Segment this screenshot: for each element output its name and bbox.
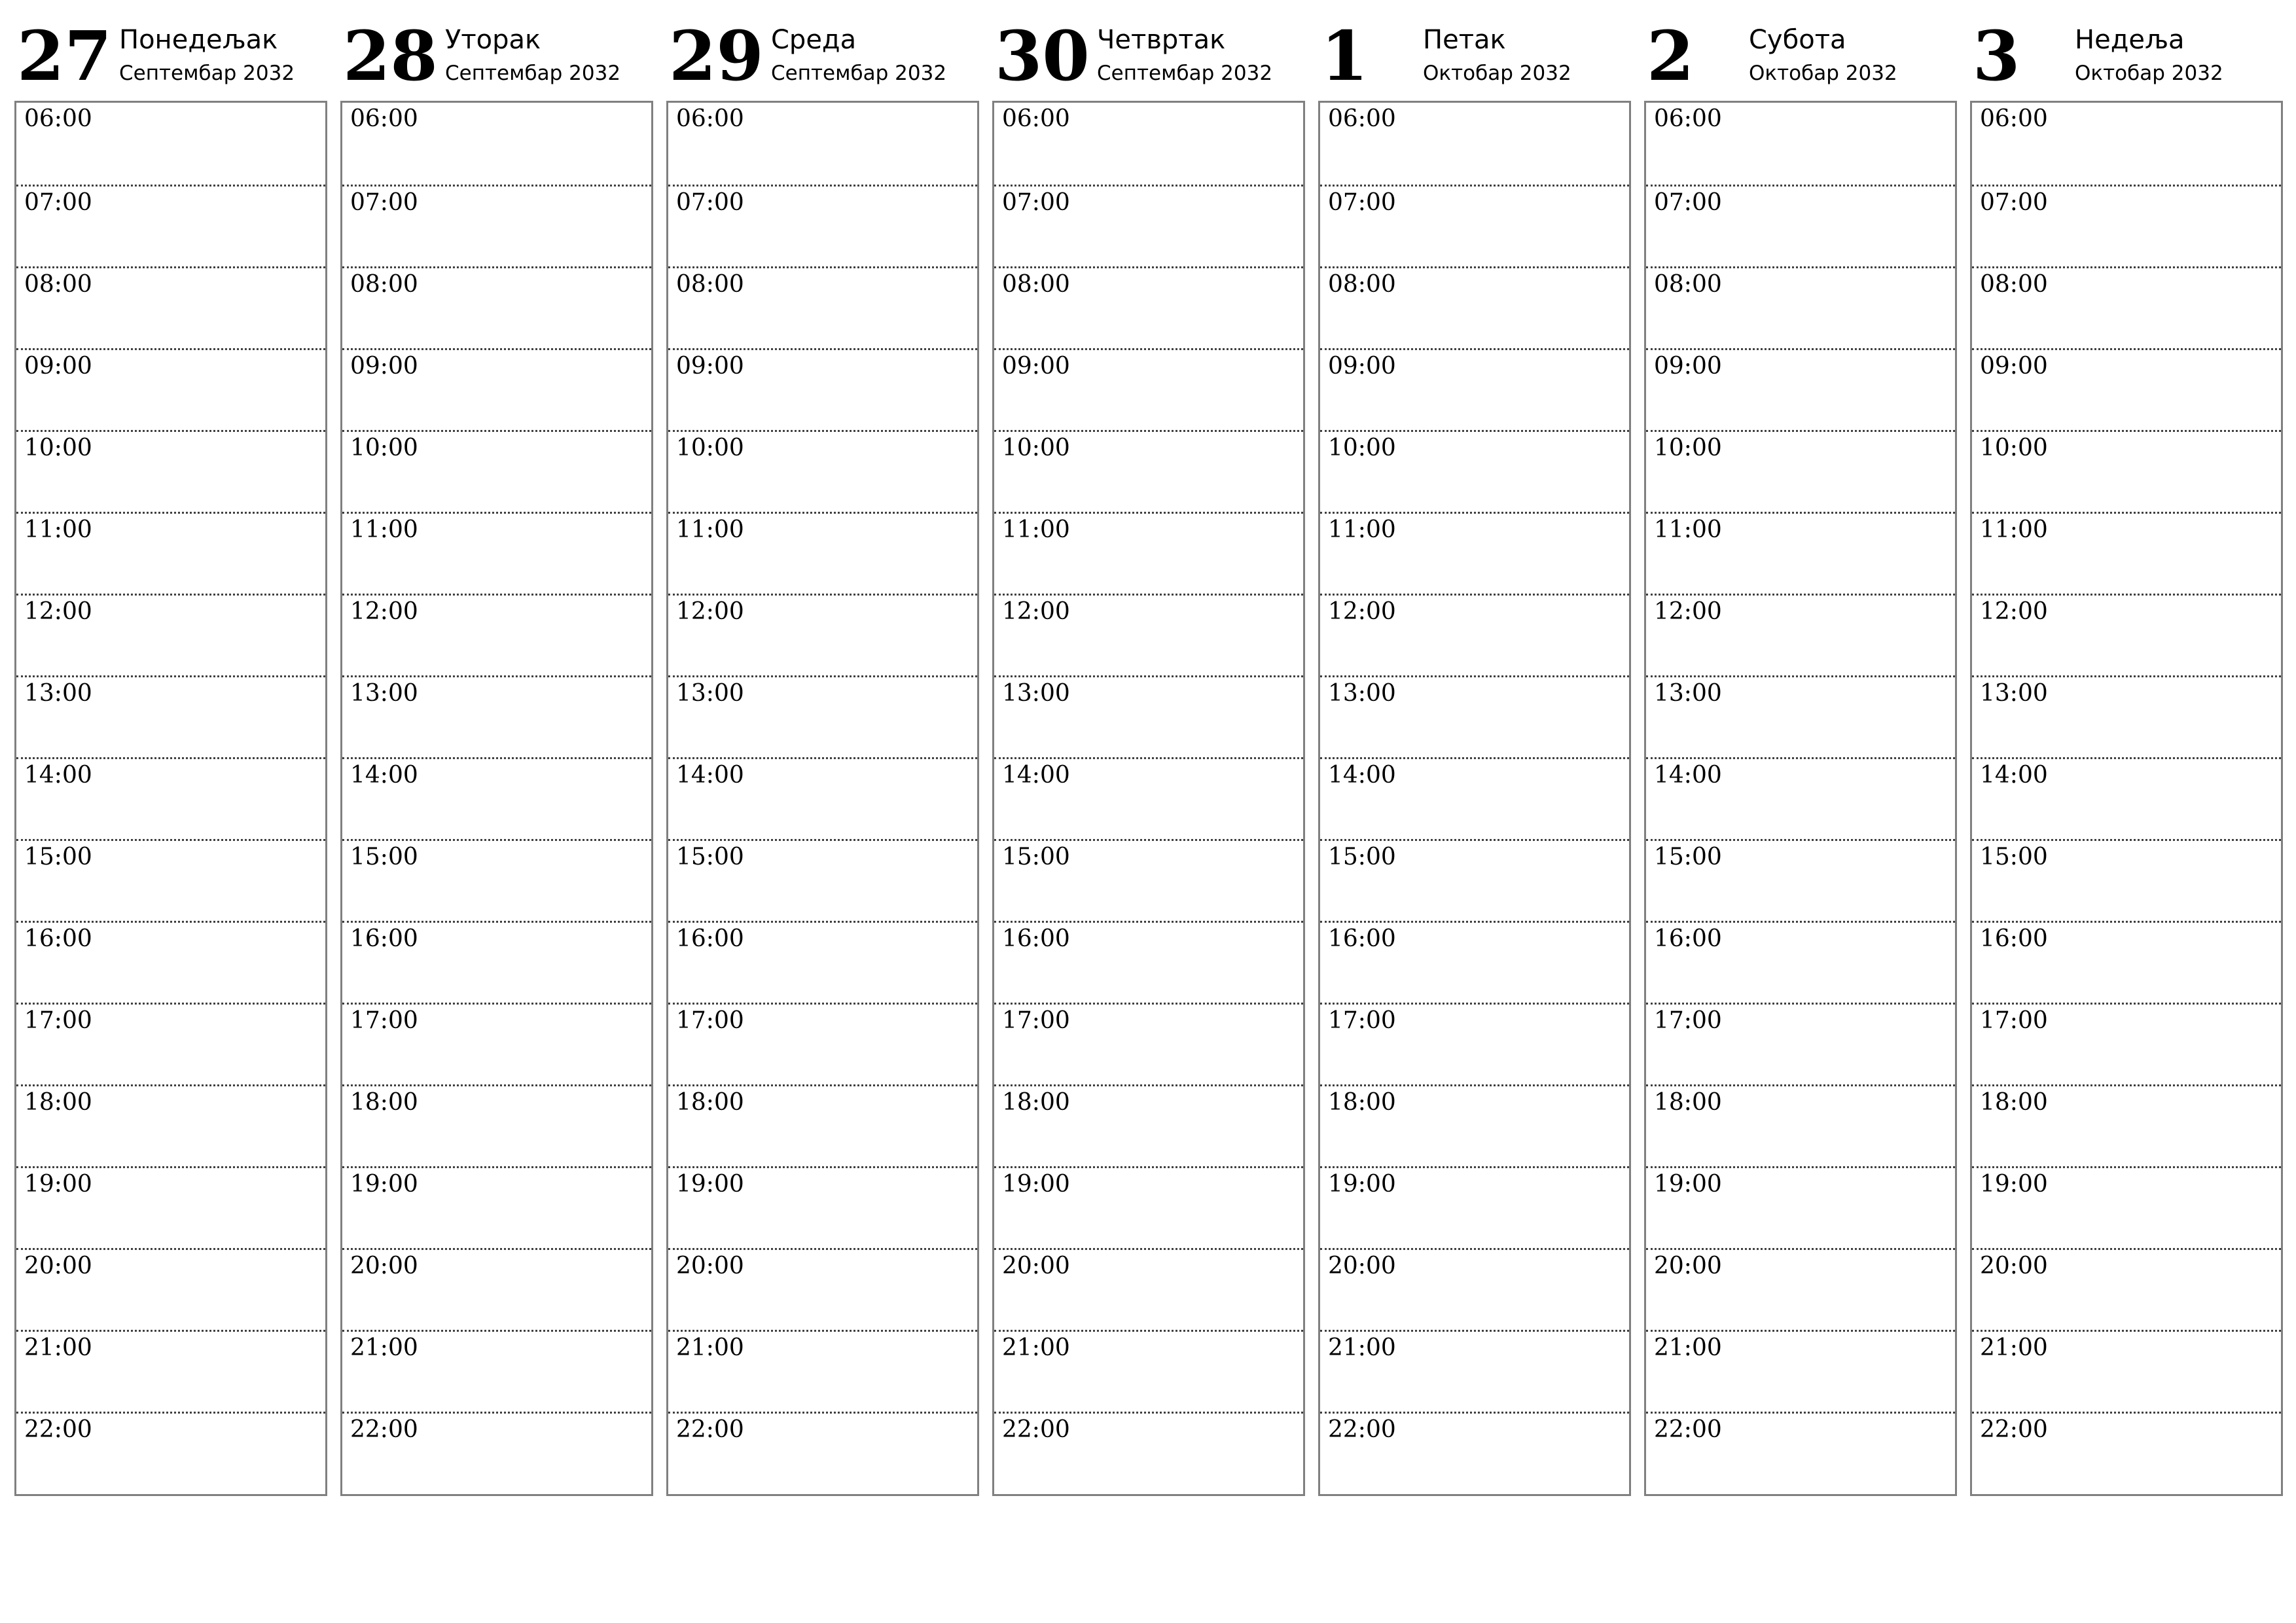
hour-label: 10:00 (350, 435, 418, 461)
hour-slot[interactable] (668, 1084, 977, 1168)
hour-label: 14:00 (1980, 762, 2048, 789)
weekday-name: Уторак (445, 25, 541, 55)
hour-slot[interactable] (994, 921, 1303, 1005)
hour-slot[interactable] (342, 103, 651, 185)
day-number: 1 (1321, 16, 1369, 96)
hour-label: 20:00 (676, 1253, 744, 1279)
hour-label: 21:00 (350, 1334, 418, 1361)
hour-label: 09:00 (24, 353, 92, 380)
hour-label: 07:00 (1002, 189, 1070, 216)
hour-slot[interactable] (994, 430, 1303, 514)
hour-label: 07:00 (676, 189, 744, 216)
hour-label: 20:00 (1654, 1253, 1722, 1279)
hour-label: 19:00 (1654, 1171, 1722, 1198)
hour-label: 10:00 (1328, 435, 1396, 461)
hour-slot[interactable] (1972, 430, 2281, 514)
hour-slot[interactable] (994, 1084, 1303, 1168)
hour-label: 19:00 (24, 1171, 92, 1198)
hour-label: 08:00 (676, 271, 744, 298)
hour-slot[interactable] (994, 103, 1303, 185)
month-year-label: Октобар 2032 (1749, 62, 1897, 85)
hour-slot[interactable] (668, 103, 977, 185)
day-header (14, 0, 327, 98)
hour-label: 11:00 (1654, 516, 1722, 543)
hour-label: 19:00 (350, 1171, 418, 1198)
hour-slot[interactable] (1972, 757, 2281, 841)
hour-label: 21:00 (676, 1334, 744, 1361)
hour-label: 18:00 (676, 1089, 744, 1116)
hour-label: 22:00 (676, 1416, 744, 1443)
day-schedule-box (14, 101, 327, 1496)
hour-label: 06:00 (1002, 105, 1070, 132)
hour-slot[interactable] (16, 430, 325, 514)
hour-label: 11:00 (676, 516, 744, 543)
hour-label: 15:00 (350, 844, 418, 870)
hour-slot[interactable] (16, 1084, 325, 1168)
hour-label: 20:00 (1328, 1253, 1396, 1279)
hour-slot[interactable] (668, 430, 977, 514)
hour-slot[interactable] (994, 675, 1303, 759)
hour-slot[interactable] (1972, 1248, 2281, 1332)
hour-label: 12:00 (1328, 598, 1396, 625)
hour-label: 14:00 (676, 762, 744, 789)
hour-slot[interactable] (1320, 594, 1629, 677)
hour-label: 06:00 (1654, 105, 1722, 132)
hour-slot[interactable] (668, 1003, 977, 1086)
hour-slot[interactable] (668, 185, 977, 268)
hour-slot[interactable] (994, 1166, 1303, 1250)
hour-label: 08:00 (1980, 271, 2048, 298)
hour-label: 19:00 (1980, 1171, 2048, 1198)
hour-slot[interactable] (1972, 103, 2281, 185)
hour-label: 20:00 (1002, 1253, 1070, 1279)
hour-slot[interactable] (1320, 675, 1629, 759)
hour-slot[interactable] (1646, 921, 1955, 1005)
hour-slot[interactable] (342, 1166, 651, 1250)
hour-label: 09:00 (350, 353, 418, 380)
day-number: 29 (669, 16, 764, 96)
hour-label: 06:00 (676, 105, 744, 132)
hour-slot[interactable] (342, 921, 651, 1005)
hour-label: 09:00 (1328, 353, 1396, 380)
hour-label: 21:00 (1654, 1334, 1722, 1361)
hour-label: 09:00 (1654, 353, 1722, 380)
hour-slot[interactable] (16, 185, 325, 268)
hour-slot[interactable] (668, 1412, 977, 1495)
hour-slot[interactable] (668, 757, 977, 841)
hour-slot[interactable] (16, 1412, 325, 1495)
month-year-label: Септембар 2032 (771, 62, 947, 85)
hour-label: 18:00 (1654, 1089, 1722, 1116)
hour-slot[interactable] (994, 266, 1303, 350)
hour-label: 20:00 (24, 1253, 92, 1279)
hour-slot[interactable] (1972, 675, 2281, 759)
hour-slot[interactable] (1320, 512, 1629, 596)
day-schedule-box (1644, 101, 1957, 1496)
hour-label: 11:00 (24, 516, 92, 543)
hour-label: 07:00 (1654, 189, 1722, 216)
hour-label: 15:00 (1328, 844, 1396, 870)
hour-slot[interactable] (1646, 757, 1955, 841)
hour-label: 10:00 (1654, 435, 1722, 461)
hour-label: 10:00 (1002, 435, 1070, 461)
day-schedule-box (992, 101, 1305, 1496)
hour-slot[interactable] (994, 512, 1303, 596)
hour-label: 17:00 (24, 1007, 92, 1034)
hour-slot[interactable] (1320, 1003, 1629, 1086)
hour-label: 18:00 (24, 1089, 92, 1116)
day-column (340, 0, 653, 1623)
hour-slot[interactable] (668, 1330, 977, 1414)
hour-label: 10:00 (676, 435, 744, 461)
hour-slot[interactable] (1972, 512, 2281, 596)
hour-label: 17:00 (1980, 1007, 2048, 1034)
day-header (1970, 0, 2283, 98)
hour-slot[interactable] (16, 594, 325, 677)
hour-slot[interactable] (1972, 839, 2281, 923)
hour-label: 16:00 (1328, 925, 1396, 952)
hour-slot[interactable] (1646, 512, 1955, 596)
hour-label: 10:00 (24, 435, 92, 461)
hour-slot[interactable] (1972, 185, 2281, 268)
hour-label: 19:00 (1002, 1171, 1070, 1198)
hour-slot[interactable] (16, 757, 325, 841)
hour-label: 12:00 (676, 598, 744, 625)
day-column (992, 0, 1305, 1623)
hour-slot[interactable] (668, 839, 977, 923)
hour-slot[interactable] (16, 348, 325, 432)
hour-slot[interactable] (16, 1166, 325, 1250)
month-year-label: Септембар 2032 (119, 62, 295, 85)
hour-label: 14:00 (1002, 762, 1070, 789)
hour-label: 12:00 (1654, 598, 1722, 625)
hour-slot[interactable] (668, 512, 977, 596)
hour-label: 13:00 (1002, 680, 1070, 707)
day-column (1318, 0, 1631, 1623)
hour-slot[interactable] (668, 921, 977, 1005)
hour-label: 21:00 (1002, 1334, 1070, 1361)
hour-slot[interactable] (1972, 1003, 2281, 1086)
hour-label: 17:00 (1654, 1007, 1722, 1034)
day-header (340, 0, 653, 98)
hour-slot[interactable] (1646, 348, 1955, 432)
hour-slot[interactable] (1320, 348, 1629, 432)
hour-slot[interactable] (1646, 185, 1955, 268)
hour-slot[interactable] (1320, 185, 1629, 268)
day-header (1318, 0, 1631, 98)
hour-label: 17:00 (1328, 1007, 1396, 1034)
hour-label: 12:00 (350, 598, 418, 625)
hour-label: 10:00 (1980, 435, 2048, 461)
hour-label: 07:00 (350, 189, 418, 216)
day-number: 27 (17, 16, 112, 96)
hour-slot[interactable] (1320, 1330, 1629, 1414)
hour-slot[interactable] (1320, 266, 1629, 350)
hour-slot[interactable] (1646, 266, 1955, 350)
hour-label: 15:00 (24, 844, 92, 870)
day-header (992, 0, 1305, 98)
hour-label: 09:00 (676, 353, 744, 380)
hour-label: 20:00 (350, 1253, 418, 1279)
weekday-name: Недеља (2075, 25, 2185, 55)
hour-label: 13:00 (350, 680, 418, 707)
hour-label: 14:00 (1328, 762, 1396, 789)
hour-slot[interactable] (342, 1084, 651, 1168)
day-number: 28 (343, 16, 438, 96)
day-number: 30 (995, 16, 1090, 96)
day-schedule-box (1970, 101, 2283, 1496)
hour-label: 19:00 (1328, 1171, 1396, 1198)
hour-label: 11:00 (1980, 516, 2048, 543)
hour-slot[interactable] (16, 921, 325, 1005)
hour-slot[interactable] (342, 594, 651, 677)
hour-label: 22:00 (350, 1416, 418, 1443)
hour-slot[interactable] (994, 1248, 1303, 1332)
hour-label: 08:00 (1002, 271, 1070, 298)
hour-slot[interactable] (1320, 430, 1629, 514)
hour-label: 15:00 (676, 844, 744, 870)
hour-slot[interactable] (1320, 1412, 1629, 1495)
hour-slot[interactable] (342, 1412, 651, 1495)
hour-label: 12:00 (24, 598, 92, 625)
hour-slot[interactable] (1320, 1084, 1629, 1168)
hour-slot[interactable] (342, 185, 651, 268)
hour-label: 22:00 (1654, 1416, 1722, 1443)
hour-label: 15:00 (1980, 844, 2048, 870)
month-year-label: Септембар 2032 (1097, 62, 1273, 85)
hour-slot[interactable] (342, 757, 651, 841)
hour-slot[interactable] (1646, 1003, 1955, 1086)
hour-label: 21:00 (24, 1334, 92, 1361)
hour-slot[interactable] (1320, 1248, 1629, 1332)
hour-label: 14:00 (1654, 762, 1722, 789)
hour-slot[interactable] (16, 675, 325, 759)
day-number: 2 (1647, 16, 1695, 96)
hour-slot[interactable] (342, 675, 651, 759)
hour-label: 06:00 (1328, 105, 1396, 132)
hour-label: 18:00 (1328, 1089, 1396, 1116)
hour-slot[interactable] (1320, 839, 1629, 923)
hour-slot[interactable] (1972, 348, 2281, 432)
hour-label: 22:00 (24, 1416, 92, 1443)
hour-label: 21:00 (1328, 1334, 1396, 1361)
hour-slot[interactable] (1972, 1412, 2281, 1495)
day-column (1644, 0, 1957, 1623)
hour-slot[interactable] (1972, 921, 2281, 1005)
hour-slot[interactable] (668, 266, 977, 350)
hour-slot[interactable] (1972, 594, 2281, 677)
hour-slot[interactable] (1646, 1330, 1955, 1414)
day-column (666, 0, 979, 1623)
hour-slot[interactable] (1646, 430, 1955, 514)
hour-slot[interactable] (1646, 675, 1955, 759)
hour-slot[interactable] (16, 839, 325, 923)
hour-label: 07:00 (1328, 189, 1396, 216)
hour-slot[interactable] (668, 1166, 977, 1250)
day-header (1644, 0, 1957, 98)
hour-slot[interactable] (994, 839, 1303, 923)
hour-slot[interactable] (16, 266, 325, 350)
hour-label: 13:00 (24, 680, 92, 707)
weekday-name: Субота (1749, 25, 1846, 55)
hour-slot[interactable] (1646, 1166, 1955, 1250)
hour-label: 12:00 (1980, 598, 2048, 625)
hour-label: 13:00 (1980, 680, 2048, 707)
hour-label: 18:00 (350, 1089, 418, 1116)
hour-slot[interactable] (342, 839, 651, 923)
weekday-name: Четвртак (1097, 25, 1226, 55)
hour-label: 16:00 (1980, 925, 2048, 952)
hour-slot[interactable] (342, 266, 651, 350)
hour-slot[interactable] (994, 348, 1303, 432)
hour-slot[interactable] (342, 348, 651, 432)
hour-slot[interactable] (1646, 1084, 1955, 1168)
hour-label: 22:00 (1002, 1416, 1070, 1443)
hour-slot[interactable] (342, 512, 651, 596)
hour-label: 13:00 (676, 680, 744, 707)
hour-slot[interactable] (994, 1003, 1303, 1086)
day-column (1970, 0, 2283, 1623)
hour-slot[interactable] (994, 1330, 1303, 1414)
day-schedule-box (666, 101, 979, 1496)
hour-slot[interactable] (668, 594, 977, 677)
hour-label: 16:00 (24, 925, 92, 952)
hour-slot[interactable] (1646, 594, 1955, 677)
hour-label: 08:00 (24, 271, 92, 298)
hour-label: 13:00 (1328, 680, 1396, 707)
hour-slot[interactable] (1972, 1166, 2281, 1250)
hour-slot[interactable] (668, 348, 977, 432)
hour-label: 16:00 (676, 925, 744, 952)
hour-slot[interactable] (16, 103, 325, 185)
hour-label: 17:00 (350, 1007, 418, 1034)
hour-label: 06:00 (350, 105, 418, 132)
hour-slot[interactable] (16, 1248, 325, 1332)
hour-slot[interactable] (994, 757, 1303, 841)
hour-label: 09:00 (1980, 353, 2048, 380)
month-year-label: Октобар 2032 (2075, 62, 2223, 85)
hour-label: 15:00 (1002, 844, 1070, 870)
day-number: 3 (1973, 16, 2020, 96)
hour-label: 16:00 (1654, 925, 1722, 952)
hour-label: 09:00 (1002, 353, 1070, 380)
hour-label: 14:00 (350, 762, 418, 789)
hour-label: 18:00 (1002, 1089, 1070, 1116)
hour-slot[interactable] (1320, 757, 1629, 841)
hour-slot[interactable] (1320, 1166, 1629, 1250)
hour-slot[interactable] (1320, 103, 1629, 185)
hour-label: 13:00 (1654, 680, 1722, 707)
hour-label: 07:00 (24, 189, 92, 216)
hour-slot[interactable] (1646, 1412, 1955, 1495)
hour-slot[interactable] (16, 1330, 325, 1414)
day-column (14, 0, 327, 1623)
hour-slot[interactable] (16, 512, 325, 596)
hour-label: 19:00 (676, 1171, 744, 1198)
month-year-label: Октобар 2032 (1423, 62, 1571, 85)
hour-slot[interactable] (342, 1330, 651, 1414)
hour-label: 16:00 (1002, 925, 1070, 952)
hour-slot[interactable] (342, 430, 651, 514)
day-schedule-box (1318, 101, 1631, 1496)
hour-label: 15:00 (1654, 844, 1722, 870)
hour-label: 21:00 (1980, 1334, 2048, 1361)
hour-slot[interactable] (1972, 1330, 2281, 1414)
hour-label: 14:00 (24, 762, 92, 789)
hour-label: 22:00 (1328, 1416, 1396, 1443)
hour-label: 11:00 (1002, 516, 1070, 543)
weekday-name: Петак (1423, 25, 1506, 55)
hour-slot[interactable] (16, 1003, 325, 1086)
hour-label: 18:00 (1980, 1089, 2048, 1116)
hour-slot[interactable] (668, 1248, 977, 1332)
hour-slot[interactable] (1972, 1084, 2281, 1168)
hour-label: 16:00 (350, 925, 418, 952)
hour-label: 17:00 (676, 1007, 744, 1034)
hour-slot[interactable] (1646, 1248, 1955, 1332)
hour-label: 08:00 (1654, 271, 1722, 298)
hour-label: 07:00 (1980, 189, 2048, 216)
hour-label: 08:00 (1328, 271, 1396, 298)
hour-slot[interactable] (668, 675, 977, 759)
hour-label: 11:00 (350, 516, 418, 543)
hour-slot[interactable] (342, 1003, 651, 1086)
hour-label: 06:00 (1980, 105, 2048, 132)
hour-slot[interactable] (1972, 266, 2281, 350)
hour-slot[interactable] (1646, 103, 1955, 185)
day-schedule-box (340, 101, 653, 1496)
hour-slot[interactable] (994, 1412, 1303, 1495)
hour-label: 22:00 (1980, 1416, 2048, 1443)
hour-slot[interactable] (1646, 839, 1955, 923)
hour-label: 06:00 (24, 105, 92, 132)
hour-label: 08:00 (350, 271, 418, 298)
hour-label: 20:00 (1980, 1253, 2048, 1279)
hour-slot[interactable] (342, 1248, 651, 1332)
hour-label: 11:00 (1328, 516, 1396, 543)
hour-slot[interactable] (994, 594, 1303, 677)
hour-slot[interactable] (994, 185, 1303, 268)
weekday-name: Среда (771, 25, 857, 55)
day-header (666, 0, 979, 98)
hour-label: 12:00 (1002, 598, 1070, 625)
weekday-name: Понедељак (119, 25, 278, 55)
month-year-label: Септембар 2032 (445, 62, 621, 85)
hour-slot[interactable] (1320, 921, 1629, 1005)
hour-label: 17:00 (1002, 1007, 1070, 1034)
